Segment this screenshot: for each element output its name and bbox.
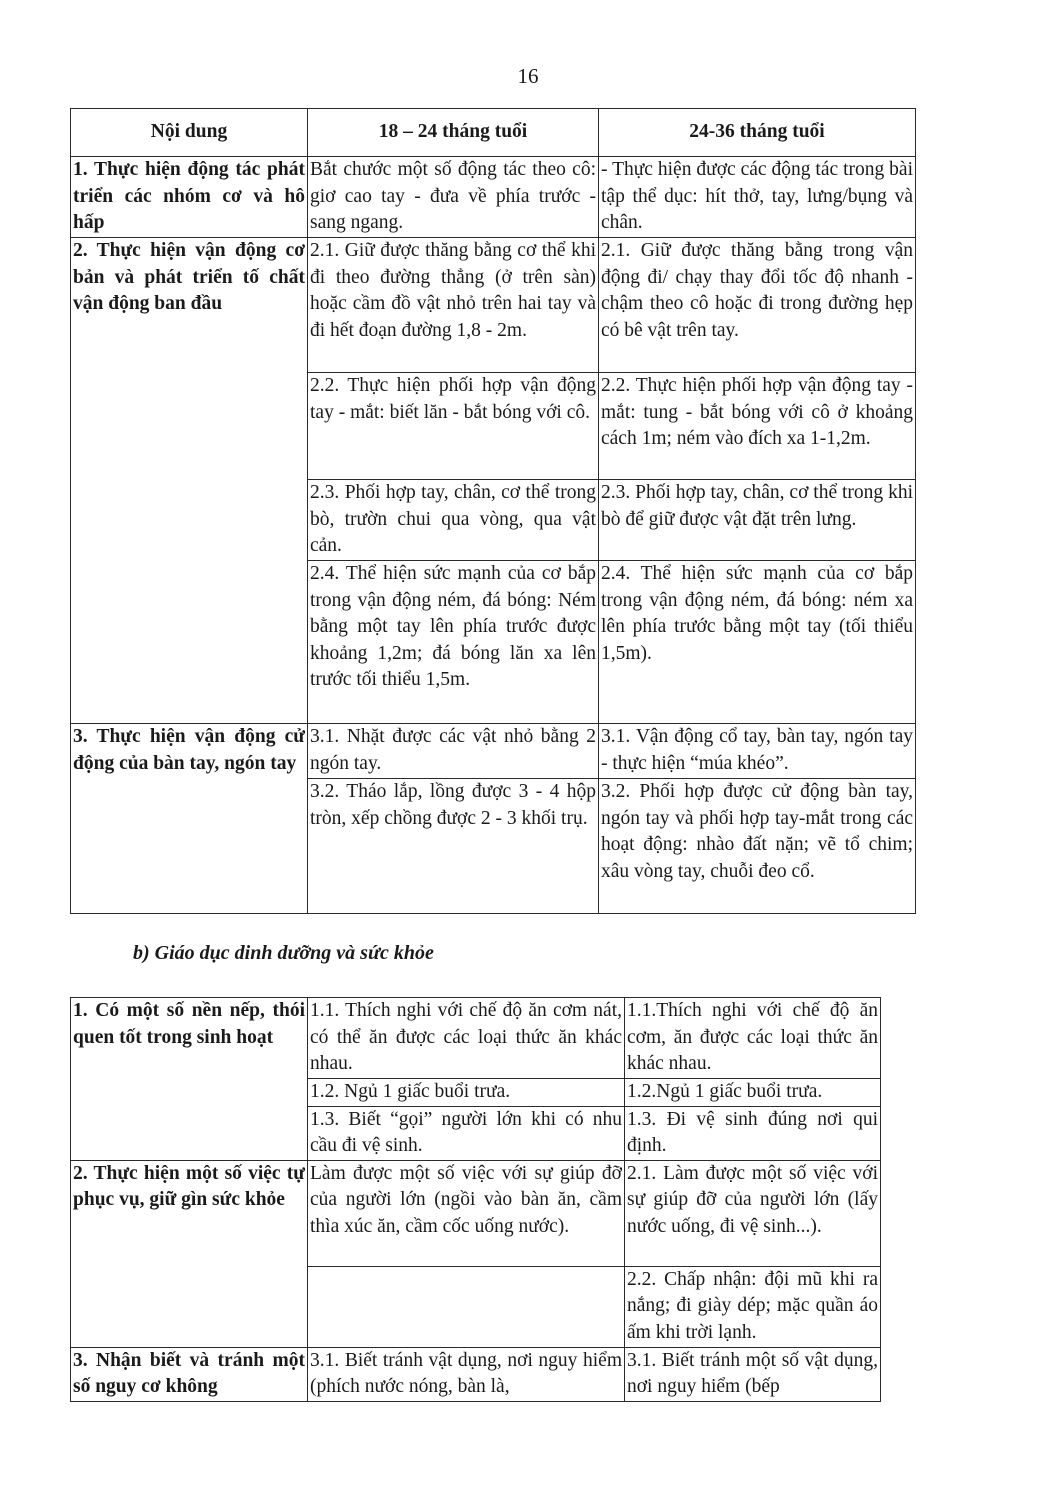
age-18-24-cell: 3.2. Tháo lắp, lồng được 3 - 4 hộp tròn, xếp chồng được 2 - 3 khối trụ. [308, 779, 599, 914]
page-number: 16 [517, 64, 539, 88]
topic-cell: 1. Có một số nền nếp, thói quen tốt trong sinh hoạt [71, 998, 308, 1161]
topic-cell: 3. Thực hiện vận động cử động của bàn tay, ngón tay [71, 724, 308, 914]
table-row [71, 157, 916, 238]
table-row [71, 998, 881, 1079]
age-18-24-cell [308, 1266, 625, 1347]
age-18-24-cell: Làm được một số việc với sự giúp đỡ của người lớn (ngồi vào bàn ăn, cầm thìa xúc ăn, cầm cốc uống nước). [308, 1160, 625, 1266]
age-24-36-cell: 3.1. Biết tránh một số vật dụng, nơi nguy hiểm (bếp [625, 1347, 881, 1401]
age-24-36-cell: 2.3. Phối hợp tay, chân, cơ thể trong khi bò để giữ được vật đặt trên lưng. [599, 480, 916, 561]
age-24-36-cell: - Thực hiện được các động tác trong bài tập thể dục: hít thở, tay, lưng/bụng và chân. [599, 157, 916, 238]
age-18-24-cell: 3.1. Nhặt được các vật nhỏ bằng 2 ngón tay. [308, 724, 599, 779]
age-18-24-cell: 3.1. Biết tránh vật dụng, nơi nguy hiểm (phích nước nóng, bàn là, [308, 1347, 625, 1401]
motor-development-table [70, 108, 916, 914]
age-18-24-cell: 1.2. Ngủ 1 giấc buổi trưa. [308, 1078, 625, 1106]
age-24-36-cell: 2.2. Chấp nhận: đội mũ khi ra nắng; đi giày dép; mặc quần áo ấm khi trời lạnh. [625, 1266, 881, 1347]
table-header-row [71, 109, 916, 157]
age-24-36-cell: 1.2.Ngủ 1 giấc buổi trưa. [625, 1078, 881, 1106]
age-18-24-cell: 1.1. Thích nghi với chế độ ăn cơm nát, có thể ăn được các loại thức ăn khác nhau. [308, 998, 625, 1079]
table-row [71, 724, 916, 779]
age-24-36-cell: 1.3. Đi vệ sinh đúng nơi qui định. [625, 1106, 881, 1160]
table-row [71, 1347, 881, 1401]
age-24-36-cell: 3.2. Phối hợp được cử động bàn tay, ngón tay và phối hợp tay-mắt trong các hoạt động: nhào đất nặn; vẽ tổ chim; xâu vòng tay, chuỗi đeo cổ. [599, 779, 916, 914]
age-18-24-cell: 1.3. Biết “gọi” người lớn khi có nhu cầu đi vệ sinh. [308, 1106, 625, 1160]
nutrition-health-table [70, 997, 881, 1402]
age-18-24-cell: 2.1. Giữ được thăng bằng cơ thể khi đi theo đường thẳng (ở trên sàn) hoặc cầm đồ vật nhỏ trên hai tay và đi hết đoạn đường 1,8 - 2m. [308, 238, 599, 373]
topic-cell: 2. Thực hiện vận động cơ bản và phát triển tố chất vận động ban đầu [71, 238, 308, 724]
header-content: Nội dung [71, 109, 308, 157]
age-24-36-cell: 2.2. Thực hiện phối hợp vận động tay - mắt: tung - bắt bóng với cô ở khoảng cách 1m; ném vào đích xa 1-1,2m. [599, 373, 916, 480]
age-24-36-cell: 2.4. Thể hiện sức mạnh của cơ bắp trong vận động ném, đá bóng: ném xa lên phía trước bằng một tay (tối thiểu 1,5m). [599, 561, 916, 724]
age-24-36-cell: 2.1. Giữ được thăng bằng trong vận động đi/ chạy thay đổi tốc độ nhanh - chậm theo cô hoặc đi trong đường hẹp có bê vật trên tay. [599, 238, 916, 373]
topic-cell: 3. Nhận biết và tránh một số nguy cơ không [71, 1347, 308, 1401]
age-18-24-cell: 2.2. Thực hiện phối hợp vận động tay - mắt: biết lăn - bắt bóng với cô. [308, 373, 599, 480]
header-age-24-36: 24-36 tháng tuổi [599, 109, 916, 157]
age-24-36-cell: 1.1.Thích nghi với chế độ ăn cơm, ăn được các loại thức ăn khác nhau. [625, 998, 881, 1079]
table-row [71, 238, 916, 373]
age-18-24-cell: 2.4. Thể hiện sức mạnh của cơ bắp trong vận động ném, đá bóng: Ném bằng một tay lên phía trước được khoảng 1,2m; đá bóng lăn xa lên trước tối thiểu 1,5m. [308, 561, 599, 724]
age-18-24-cell: 2.3. Phối hợp tay, chân, cơ thể trong bò, trườn chui qua vòng, qua vật cản. [308, 480, 599, 561]
header-age-18-24: 18 – 24 tháng tuổi [308, 109, 599, 157]
age-24-36-cell: 2.1. Làm được một số việc với sự giúp đỡ của người lớn (lấy nước uống, đi vệ sinh...). [625, 1160, 881, 1266]
topic-cell: 1. Thực hiện động tác phát triển các nhóm cơ và hô hấp [71, 157, 308, 238]
table-row [71, 1160, 881, 1266]
age-18-24-cell: Bắt chước một số động tác theo cô: giơ cao tay - đưa về phía trước - sang ngang. [308, 157, 599, 238]
section-heading: b) Giáo dục dinh dưỡng và sức khỏe [133, 942, 434, 964]
topic-cell: 2. Thực hiện một số việc tự phục vụ, giữ gìn sức khỏe [71, 1160, 308, 1347]
age-24-36-cell: 3.1. Vận động cổ tay, bàn tay, ngón tay - thực hiện “múa khéo”. [599, 724, 916, 779]
